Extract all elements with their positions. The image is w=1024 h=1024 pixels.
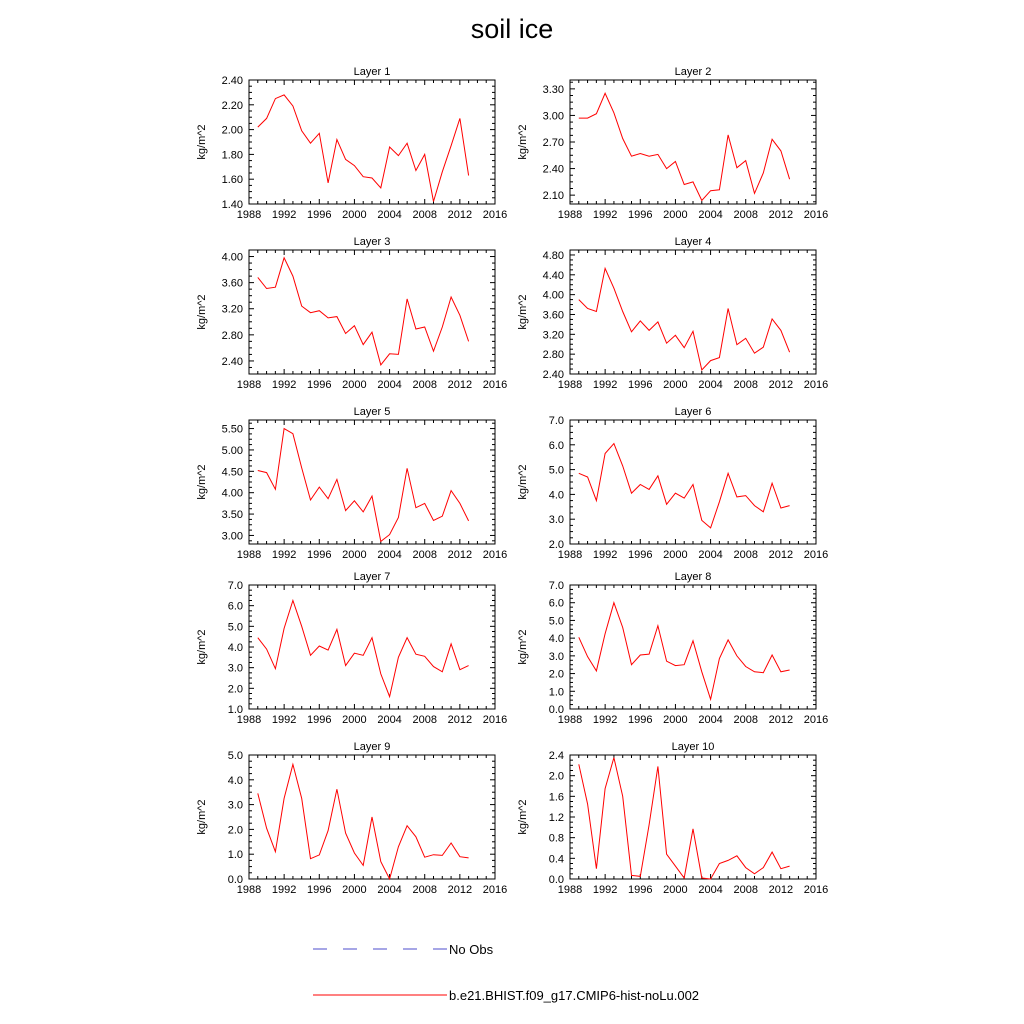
- x-tick-label: 2016: [482, 714, 508, 726]
- series-line: [579, 93, 790, 200]
- x-tick-label: 2016: [482, 379, 508, 391]
- x-tick-label: 1996: [307, 549, 332, 561]
- x-tick-label: 1988: [557, 209, 583, 221]
- x-tick-label: 1996: [307, 884, 332, 896]
- y-tick-label: 1.60: [221, 174, 243, 187]
- panel-layer-3: [196, 236, 507, 391]
- y-tick-label: 4.0: [227, 774, 243, 787]
- panel-layer-9: [196, 741, 507, 896]
- x-tick-label: 1992: [271, 379, 297, 391]
- y-tick-label: 4.40: [542, 269, 564, 282]
- x-tick-label: 2016: [803, 884, 829, 896]
- y-tick-label: 2.0: [548, 668, 564, 681]
- y-tick-label: 7.0: [548, 415, 564, 427]
- x-tick-label: 2012: [768, 549, 794, 561]
- y-tick-label: 2.0: [548, 539, 564, 551]
- x-tick-label: 1988: [557, 884, 583, 896]
- y-tick-label: 3.30: [542, 83, 564, 96]
- x-tick-label: 2000: [663, 884, 688, 896]
- y-axis-label: kg/m^2: [196, 294, 208, 330]
- y-axis-label: kg/m^2: [517, 629, 529, 665]
- y-tick-label: 7.0: [548, 580, 564, 592]
- y-tick-label: 3.0: [548, 650, 564, 663]
- panel-layer-7: [196, 571, 507, 726]
- y-tick-label: 0.0: [227, 874, 243, 886]
- x-tick-label: 2004: [698, 884, 723, 896]
- x-tick-label: 2012: [768, 884, 794, 896]
- panel-title: Layer 3: [353, 236, 391, 248]
- panel-title: Layer 6: [674, 406, 712, 418]
- x-tick-label: 2012: [447, 209, 473, 221]
- x-tick-label: 1996: [307, 714, 332, 726]
- x-tick-label: 2008: [412, 549, 437, 561]
- y-tick-label: 2.0: [227, 683, 243, 696]
- plot-frame: [249, 585, 495, 709]
- x-tick-label: 2004: [698, 549, 723, 561]
- x-tick-label: 1992: [271, 549, 297, 561]
- y-tick-label: 2.70: [542, 137, 564, 149]
- y-tick-label: 1.6: [548, 791, 564, 804]
- series-line: [258, 601, 469, 697]
- y-tick-label: 2.40: [221, 75, 243, 87]
- y-tick-label: 6.0: [548, 597, 564, 610]
- panel-title: Layer 1: [353, 66, 391, 78]
- y-tick-label: 3.00: [221, 530, 243, 543]
- y-tick-label: 4.0: [227, 642, 243, 654]
- x-tick-label: 1988: [557, 379, 583, 391]
- series-line: [579, 444, 790, 528]
- series-line: [258, 429, 469, 542]
- x-tick-label: 2000: [342, 884, 367, 896]
- panel-layer-1: [196, 66, 507, 221]
- y-tick-label: 4.00: [542, 289, 564, 302]
- x-tick-label: 1996: [628, 209, 653, 221]
- series-line: [258, 764, 469, 879]
- x-tick-label: 1992: [592, 209, 618, 221]
- y-tick-label: 1.0: [227, 849, 243, 862]
- x-tick-label: 2016: [482, 549, 508, 561]
- x-tick-label: 2012: [447, 714, 473, 726]
- y-tick-label: 0.0: [548, 704, 564, 716]
- y-tick-label: 2.80: [542, 349, 564, 362]
- x-tick-label: 2000: [663, 714, 688, 726]
- panel-title: Layer 4: [674, 236, 712, 248]
- y-tick-label: 0.8: [548, 832, 564, 845]
- y-axis-label: kg/m^2: [196, 799, 208, 835]
- series-line: [258, 258, 469, 365]
- x-tick-label: 2012: [447, 379, 473, 391]
- y-tick-label: 7.0: [227, 580, 243, 592]
- x-tick-label: 2008: [733, 209, 758, 221]
- x-tick-label: 2008: [733, 379, 758, 391]
- x-tick-label: 2004: [698, 209, 723, 221]
- y-axis-label: kg/m^2: [196, 464, 208, 500]
- y-axis-label: kg/m^2: [517, 124, 529, 160]
- x-tick-label: 1988: [557, 549, 583, 561]
- x-tick-label: 2008: [412, 884, 437, 896]
- y-tick-label: 4.0: [548, 489, 564, 502]
- x-tick-label: 1988: [236, 209, 262, 221]
- y-tick-label: 2.0: [548, 770, 564, 783]
- x-tick-label: 1992: [592, 884, 618, 896]
- plot-frame: [570, 80, 816, 204]
- panel-layer-6: [517, 406, 828, 561]
- y-tick-label: 1.0: [227, 704, 243, 716]
- x-tick-label: 2008: [733, 549, 758, 561]
- y-tick-label: 4.50: [221, 466, 243, 479]
- x-tick-label: 1992: [271, 209, 297, 221]
- x-tick-label: 2012: [447, 884, 473, 896]
- y-tick-label: 5.0: [227, 750, 243, 762]
- y-tick-label: 2.80: [221, 329, 243, 342]
- x-tick-label: 1988: [236, 714, 262, 726]
- x-tick-label: 1996: [628, 549, 653, 561]
- x-tick-label: 1996: [628, 379, 653, 391]
- y-tick-label: 0.0: [548, 874, 564, 886]
- panel-layer-5: [196, 406, 507, 561]
- y-tick-label: 1.0: [548, 686, 564, 699]
- y-axis-label: kg/m^2: [196, 629, 208, 665]
- panel-layer-8: [517, 571, 828, 726]
- y-tick-label: 3.00: [542, 110, 564, 123]
- panel-title: Layer 2: [674, 66, 712, 78]
- x-tick-label: 2004: [377, 549, 402, 561]
- plot-frame: [249, 420, 495, 544]
- y-tick-label: 2.00: [221, 124, 243, 137]
- x-tick-label: 2016: [803, 209, 829, 221]
- y-axis-label: kg/m^2: [517, 464, 529, 500]
- x-tick-label: 2016: [482, 884, 508, 896]
- x-tick-label: 2004: [377, 379, 402, 391]
- x-tick-label: 1992: [271, 884, 297, 896]
- x-tick-label: 2000: [663, 379, 688, 391]
- y-tick-label: 3.60: [542, 309, 564, 322]
- panel-title: Layer 8: [674, 571, 712, 583]
- y-tick-label: 3.0: [548, 514, 564, 527]
- y-tick-label: 3.0: [227, 799, 243, 812]
- x-tick-label: 2016: [803, 379, 829, 391]
- x-tick-label: 2012: [447, 549, 473, 561]
- panel-title: Layer 10: [671, 741, 715, 753]
- y-tick-label: 2.40: [221, 355, 243, 368]
- plot-frame: [570, 420, 816, 544]
- y-tick-label: 2.0: [227, 824, 243, 837]
- x-tick-label: 2008: [733, 714, 758, 726]
- x-tick-label: 1992: [271, 714, 297, 726]
- y-tick-label: 5.00: [221, 444, 243, 457]
- series-line: [258, 95, 469, 202]
- y-tick-label: 1.80: [221, 149, 243, 162]
- panel-title: Layer 7: [353, 571, 391, 583]
- x-tick-label: 1996: [307, 209, 332, 221]
- y-tick-label: 4.00: [221, 487, 243, 500]
- plot-frame: [249, 80, 495, 204]
- x-tick-label: 2016: [482, 209, 508, 221]
- y-tick-label: 5.0: [548, 615, 564, 628]
- legend-label-no-obs: No Obs: [449, 942, 494, 957]
- x-tick-label: 1996: [307, 379, 332, 391]
- x-tick-label: 2008: [412, 379, 437, 391]
- x-tick-label: 2012: [768, 714, 794, 726]
- series-line: [579, 268, 790, 370]
- y-tick-label: 6.0: [548, 439, 564, 452]
- chart-title: soil ice: [470, 14, 554, 44]
- x-tick-label: 1992: [592, 379, 618, 391]
- x-tick-label: 1988: [236, 379, 262, 391]
- y-tick-label: 3.20: [221, 303, 243, 316]
- x-tick-label: 2008: [412, 209, 437, 221]
- x-tick-label: 1996: [628, 714, 653, 726]
- x-tick-label: 2000: [342, 379, 367, 391]
- y-tick-label: 0.4: [548, 853, 564, 866]
- y-axis-label: kg/m^2: [196, 124, 208, 160]
- x-tick-label: 1988: [236, 884, 262, 896]
- x-tick-label: 2000: [342, 549, 367, 561]
- y-tick-label: 5.50: [221, 423, 243, 436]
- x-tick-label: 1992: [592, 549, 618, 561]
- y-tick-label: 3.60: [221, 277, 243, 290]
- x-tick-label: 2000: [663, 209, 688, 221]
- x-tick-label: 2004: [698, 714, 723, 726]
- y-tick-label: 6.0: [227, 600, 243, 613]
- y-axis-label: kg/m^2: [517, 799, 529, 835]
- plot-frame: [570, 585, 816, 709]
- plot-frame: [570, 755, 816, 879]
- panel-title: Layer 5: [353, 406, 391, 418]
- y-tick-label: 3.0: [227, 662, 243, 675]
- y-tick-label: 3.50: [221, 509, 243, 522]
- panel-layer-2: [517, 66, 828, 221]
- y-axis-label: kg/m^2: [517, 294, 529, 330]
- y-tick-label: 2.4: [548, 750, 564, 762]
- panel-layer-4: [517, 236, 828, 391]
- y-tick-label: 1.40: [221, 199, 243, 211]
- plot-frame: [570, 250, 816, 374]
- y-tick-label: 4.0: [548, 633, 564, 646]
- y-tick-label: 2.10: [542, 190, 564, 203]
- y-tick-label: 5.0: [227, 621, 243, 634]
- x-tick-label: 2000: [663, 549, 688, 561]
- y-tick-label: 4.00: [221, 251, 243, 264]
- y-tick-label: 2.40: [542, 163, 564, 176]
- x-tick-label: 2000: [342, 714, 367, 726]
- x-tick-label: 2004: [698, 379, 723, 391]
- x-tick-label: 2012: [768, 379, 794, 391]
- x-tick-label: 1988: [236, 549, 262, 561]
- x-tick-label: 2004: [377, 714, 402, 726]
- x-tick-label: 1988: [557, 714, 583, 726]
- y-tick-label: 4.80: [542, 249, 564, 262]
- x-tick-label: 2008: [733, 884, 758, 896]
- x-tick-label: 1996: [628, 884, 653, 896]
- legend-label-model: b.e21.BHIST.f09_g17.CMIP6-hist-noLu.002: [449, 988, 700, 1003]
- x-tick-label: 2012: [768, 209, 794, 221]
- panel-layer-10: [517, 741, 828, 896]
- panel-title: Layer 9: [353, 741, 391, 753]
- x-tick-label: 2000: [342, 209, 367, 221]
- y-tick-label: 2.40: [542, 369, 564, 381]
- x-tick-label: 2004: [377, 209, 402, 221]
- x-tick-label: 2008: [412, 714, 437, 726]
- x-tick-label: 2016: [803, 549, 829, 561]
- series-line: [579, 758, 790, 879]
- series-line: [579, 603, 790, 700]
- x-tick-label: 2016: [803, 714, 829, 726]
- y-tick-label: 1.2: [548, 812, 564, 824]
- x-tick-label: 2004: [377, 884, 402, 896]
- y-tick-label: 3.20: [542, 329, 564, 342]
- x-tick-label: 1992: [592, 714, 618, 726]
- y-tick-label: 2.20: [221, 99, 243, 112]
- y-tick-label: 5.0: [548, 464, 564, 477]
